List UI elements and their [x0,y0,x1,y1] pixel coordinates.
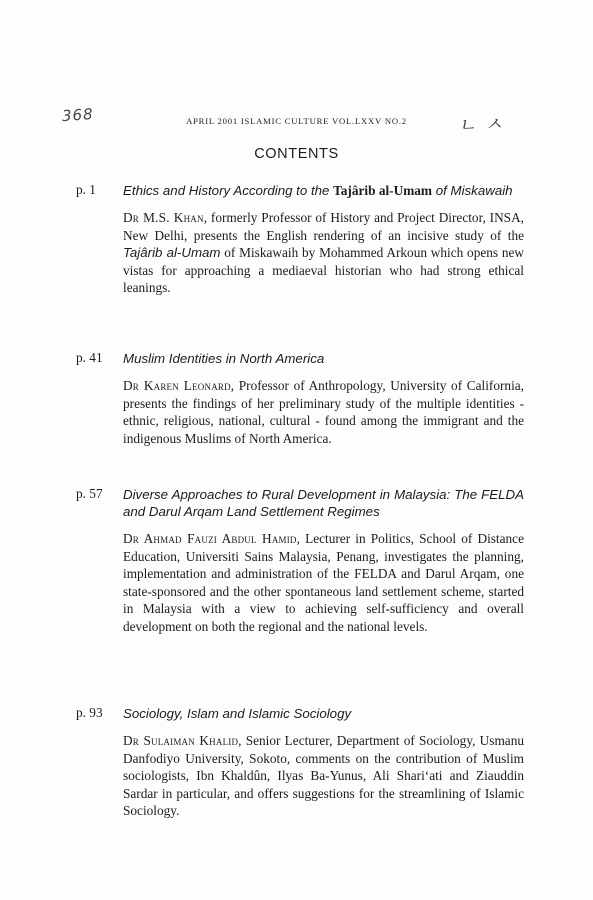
article-title-italic: Ethics and History According to the [123,183,334,198]
article-description [123,377,524,447]
contents-entry [76,350,524,447]
article-description [123,732,524,820]
article-title-italic-end: of Miskawaih [432,183,513,198]
description-italic-term: Tajârib al-Umam [123,245,221,261]
contents-entry [76,486,524,636]
article-title [123,182,524,199]
handwritten-page-number: 368 [61,104,95,126]
handwritten-mark: ㄴ ㅅ [457,113,505,137]
running-head: APRIL 2001 ISLAMIC CULTURE VOL.LXXV NO.2 [186,116,407,126]
article-description [123,209,524,297]
contents-entry [76,182,524,297]
contents-title: CONTENTS [254,146,339,162]
article-description [123,530,524,636]
author-name: Dr M.S. Khan [123,210,204,225]
description-text-end: of Miskawaih by Mohammed Arkoun which opens new vistas for approaching a mediaeval historian who had strong ethical leanings. [123,245,524,296]
page-reference: p. 57 [76,486,103,501]
article-title-term: Tajârib al-Umam [333,183,433,198]
contents-entry [76,705,524,820]
description-text: , Lecturer in Politics, School of Distance Education, Universiti Sains Malaysia, Penang, investigates the planning, implementation and administration of the FELDA and Darul Arqam, one state-sponsored and the other spontaneous land settlement scheme, started in Malaysia with a view to achieving self-sufficiency and overall development on both the regional and the national levels. [123,531,524,634]
page-reference: p. 1 [76,182,96,197]
description-text: , Senior Lecturer, Department of Sociology, Usmanu Danfodiyo University, Sokoto, comments on the contribution of Muslim sociologists, Ibn Khaldûn, Ilyas Ba-Yunus, Ali Shari‘ati and Ziauddin Sardar in particular, and offers suggestions for the streamlining of Islamic Sociology. [123,733,524,819]
description-text: , formerly Professor of History and Project Director, INSA, New Delhi, presents the English rendering of an incisive study of the [123,210,525,243]
description-text: , Professor of Anthropology, University of California, presents the findings of her preliminary study of the multiple identities - ethnic, religious, national, cultural - found among the immigrant and the indigenous Muslims of North America. [123,378,524,446]
article-title: Sociology, Islam and Islamic Sociology [123,706,352,721]
author-name: Dr Ahmad Fauzi Abdul Hamid [123,531,297,546]
author-name: Dr Karen Leonard [123,378,231,393]
article-title: Diverse Approaches to Rural Development in Malaysia: The FELDA and Darul Arqam Land Settlement Regimes [123,487,524,519]
author-name: Dr Sulaiman Khalid [123,733,239,748]
page-reference: p. 93 [76,705,103,720]
page-reference: p. 41 [76,350,103,365]
article-title: Muslim Identities in North America [123,351,325,366]
